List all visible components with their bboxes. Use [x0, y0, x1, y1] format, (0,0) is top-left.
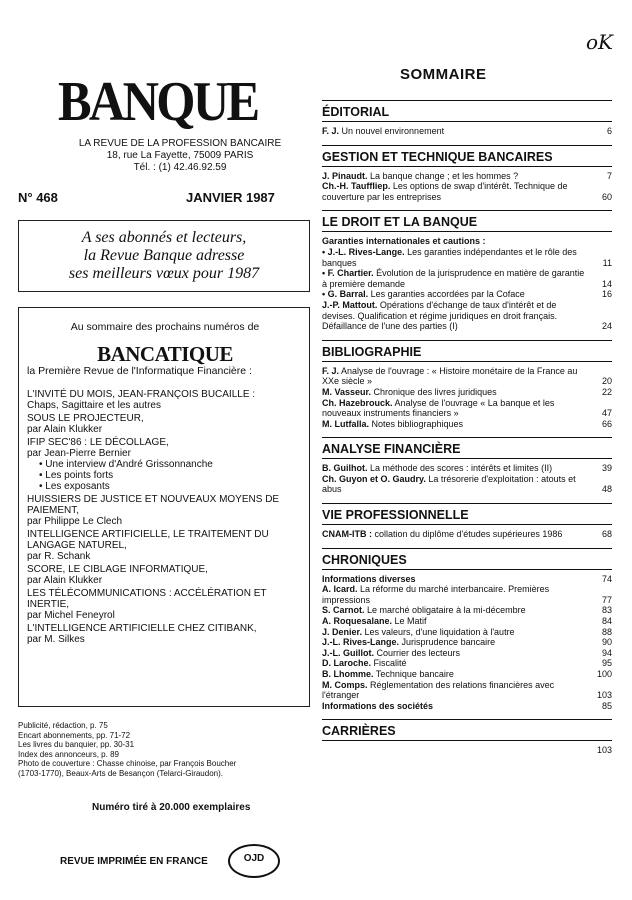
- toc-entry: [322, 387, 612, 398]
- credits: [18, 721, 318, 778]
- greeting-line: ses meilleurs vœux pour 1987: [68, 265, 260, 282]
- print-run: Numéro tiré à 20.000 exemplaires: [92, 802, 251, 813]
- section-gap: [322, 202, 612, 210]
- toc-author: S. Carnot.: [322, 605, 365, 616]
- promo-item-author: Chaps, Sagittaire et les autres: [27, 400, 161, 411]
- toc-entry: [322, 236, 612, 247]
- toc-title: Technique bancaire: [373, 669, 454, 679]
- sommaire-title: SOMMAIRE: [400, 66, 487, 83]
- promo-item-title: SOUS LE PROJECTEUR,: [27, 413, 144, 424]
- handwritten-ok: oK: [586, 30, 613, 54]
- toc-entry-text: [322, 574, 590, 585]
- promo-item-author: par Alain Klukker: [27, 424, 103, 435]
- promo-bullet: • Les points forts: [39, 470, 114, 481]
- credit-line: Les livres du banquier, pp. 30-31: [18, 740, 135, 749]
- toc-author: B. Lhomme.: [322, 669, 374, 679]
- toc-entry-text: [322, 268, 590, 289]
- toc-page-number: 103: [596, 690, 612, 701]
- toc-entry-text: [322, 669, 590, 680]
- section-heading: GESTION ET TECHNIQUE BANCAIRES: [322, 145, 612, 167]
- bancatique-logo: BANCATIQUE: [97, 342, 233, 366]
- toc-entry: [322, 616, 612, 627]
- toc-entry: [322, 419, 612, 430]
- toc-entry: [322, 474, 612, 495]
- toc-entry: [322, 126, 612, 137]
- toc-entry: [322, 669, 612, 680]
- masthead-subtitle: LA REVUE DE LA PROFESSION BANCAIRE: [78, 138, 282, 149]
- toc-entry: [322, 171, 612, 182]
- credit-line: Encart abonnements, pp. 71-72: [18, 730, 131, 740]
- masthead-title: BANQUE: [58, 71, 258, 133]
- section-gap: [322, 495, 612, 503]
- toc-author: D. Laroche.: [322, 658, 372, 669]
- toc-entry: [322, 658, 612, 669]
- section-heading: ANALYSE FINANCIÈRE: [322, 437, 612, 459]
- promo-item: [27, 437, 303, 492]
- toc-entry: [322, 701, 612, 712]
- toc-entry-text: [322, 648, 590, 659]
- toc-entry-text: [322, 637, 590, 648]
- section-heading: VIE PROFESSIONNELLE: [322, 503, 612, 525]
- toc-entry: [322, 680, 612, 701]
- section-gap: [322, 137, 612, 145]
- masthead-tagline: [60, 138, 300, 174]
- toc-author: M. Lutfalla.: [322, 418, 369, 429]
- toc-title: Les garanties indépendantes et le rôle des banques: [322, 246, 577, 268]
- toc-page-number: 85: [601, 700, 612, 711]
- promo-items: [27, 389, 303, 645]
- toc-entry-text: [322, 289, 590, 300]
- toc-author: J. Denier.: [322, 626, 363, 637]
- bancatique-promo-box: [18, 307, 310, 707]
- toc-title: La trésorerie d'exploitation : atouts et abus: [322, 473, 576, 495]
- toc-author: A. Roquesalane.: [322, 616, 393, 627]
- toc-entry: [322, 648, 612, 659]
- masthead-phone: Tél. : (1) 42.46.92.59: [133, 162, 227, 173]
- section-gap: [322, 429, 612, 437]
- section-heading: CARRIÈRES: [322, 719, 612, 741]
- toc-entry-text: [322, 126, 590, 137]
- toc-entry-text: [322, 474, 590, 495]
- section-heading: CHRONIQUES: [322, 548, 612, 570]
- section-heading: BIBLIOGRAPHIE: [322, 340, 612, 362]
- toc-title: Jurisprudence bancaire: [399, 637, 496, 648]
- toc-entry-text: [322, 387, 590, 398]
- section-gap: [322, 711, 612, 719]
- promo-item: [27, 494, 303, 527]
- toc-entry: [322, 574, 612, 585]
- toc-title: Un nouvel environnement: [339, 126, 445, 136]
- promo-item-title: IFIP SEC'86 : LE DÉCOLLAGE,: [27, 437, 169, 448]
- toc-page-number: 84: [601, 616, 612, 627]
- issue-date: JANVIER 1987: [186, 190, 275, 205]
- credit-line: Publicité, rédaction, p. 75: [18, 721, 108, 730]
- toc-page-number: 48: [601, 484, 612, 495]
- toc-page-number: 11: [602, 257, 612, 268]
- toc-page-number: 94: [601, 647, 612, 658]
- toc-title: Analyse de l'ouvrage : « Histoire monétaire de la France au XXe siècle »: [322, 365, 578, 387]
- masthead-address: 18, rue La Fayette, 75009 PARIS: [106, 150, 254, 161]
- toc-page-number: 100: [596, 669, 612, 679]
- toc-entry-text: [322, 658, 590, 669]
- promo-item: [27, 588, 303, 621]
- promo-bullet: • Une interview d'André Grissonnanche: [39, 459, 213, 470]
- toc-page-number: 20: [601, 376, 612, 387]
- toc-page-number: 90: [601, 637, 612, 648]
- issue-number: N° 468: [18, 190, 58, 205]
- toc-page-number: 16: [601, 289, 612, 300]
- greeting-line: la Revue Banque adresse: [83, 247, 245, 264]
- toc-page-number: 88: [601, 626, 612, 637]
- toc-page-number: 83: [601, 605, 612, 616]
- toc-page-number: 7: [606, 170, 612, 181]
- toc-author: Ch.-H. Tauffliep.: [322, 181, 391, 192]
- section-gap: [322, 332, 612, 340]
- toc-entry: [322, 605, 612, 616]
- promo-subtitle: la Première Revue de l'Informatique Financière :: [27, 365, 252, 377]
- promo-item-title: L'INTELLIGENCE ARTIFICIELLE CHEZ CITIBANK,: [27, 623, 257, 634]
- toc-title: La banque change ; et les hommes ?: [367, 170, 519, 181]
- greeting-box: [18, 220, 310, 292]
- toc-entry: [322, 289, 612, 300]
- promo-item-author: par Philippe Le Clech: [27, 516, 123, 527]
- toc-author: • F. Chartier.: [322, 268, 374, 279]
- toc-page-number: 77: [601, 594, 612, 605]
- toc-author: Informations diverses: [322, 573, 416, 584]
- promo-item-title: SCORE, LE CIBLAGE INFORMATIQUE,: [27, 564, 208, 575]
- section-gap: [322, 540, 612, 548]
- toc-page-number: 6: [606, 126, 612, 136]
- promo-bullet: • Les exposants: [39, 481, 110, 492]
- toc-page-number: 66: [601, 418, 612, 429]
- toc-entry-text: [322, 463, 590, 474]
- toc-entry-text: [322, 247, 590, 268]
- toc-entry-text: [322, 701, 590, 712]
- promo-item: [27, 623, 303, 645]
- toc-title: Analyse de l'ouvrage « La banque et les nouveaux instruments financiers »: [322, 397, 555, 419]
- toc-entry: [322, 398, 612, 419]
- toc-page-number: 22: [601, 386, 612, 397]
- toc-title: Le marché obligataire à la mi-décembre: [364, 605, 526, 616]
- toc-page-number: 68: [601, 529, 612, 540]
- toc-page-number: 24: [601, 321, 612, 332]
- toc-author: Informations des sociétés: [322, 700, 434, 711]
- toc-author: M. Comps.: [322, 679, 368, 690]
- credit-line: Index des annonceurs, p. 89: [18, 749, 119, 759]
- toc-title: Courrier des lecteurs: [374, 647, 461, 658]
- toc-title: Fiscalité: [371, 658, 407, 669]
- toc-author: J.-L. Guillot.: [322, 647, 374, 658]
- toc-entry: [322, 268, 612, 289]
- toc-entry: [322, 584, 612, 605]
- toc-author: Ch. Guyon et O. Gaudry.: [322, 473, 426, 484]
- toc-author: Ch. Hazebrouck.: [322, 397, 393, 408]
- toc-page-number: 74: [601, 573, 612, 584]
- toc-entry: [322, 637, 612, 648]
- toc-page-number: 14: [601, 278, 612, 289]
- toc-title: Réglementation des relations financières avec l'étranger: [322, 679, 555, 701]
- toc-entry: [322, 366, 612, 387]
- toc-author: A. Icard.: [322, 584, 358, 595]
- promo-item-author: par Jean-Pierre Bernier: [27, 448, 131, 459]
- credit-line: Photo de couverture : Chasse chinoise, par François Boucher: [18, 759, 237, 768]
- toc-title: Opérations d'échange de taux d'intérêt et de devises. Qualification et régime juridiques en droit français. Défaillance de l'une des parties (I): [322, 299, 558, 332]
- credit-line: (1703-1770), Beaux-Arts de Besançon (Telarci-Giraudon).: [18, 768, 223, 778]
- toc-entry-text: [322, 680, 590, 701]
- promo-item-title: L'INVITÉ DU MOIS, JEAN-FRANÇOIS BUCAILLE :: [27, 389, 256, 400]
- toc-page-number: 103: [596, 745, 612, 756]
- toc-author: • J.-L. Rives-Lange.: [322, 246, 405, 257]
- toc-title: Les options de swap d'intérêt. Technique de couverture par les entreprises: [322, 181, 568, 202]
- toc-author: CNAM-ITB :: [322, 529, 372, 540]
- promo-item-title: LES TÉLÉCOMMUNICATIONS : ACCÉLÉRATION ET INERTIE,: [27, 588, 267, 610]
- toc-page-number: 39: [601, 463, 612, 474]
- toc-entry: [322, 300, 612, 332]
- toc-title: collation du diplôme d'études supérieures 1986: [372, 529, 563, 540]
- toc-entry: [322, 463, 612, 474]
- toc-entry-text: [322, 236, 590, 247]
- toc-author: F. J.: [322, 365, 340, 376]
- promo-item: [27, 413, 303, 435]
- promo-item: [27, 389, 303, 411]
- toc-author: M. Vasseur.: [322, 386, 372, 397]
- section-heading: LE DROIT ET LA BANQUE: [322, 210, 612, 232]
- toc-entry-text: [322, 171, 590, 182]
- toc-author: J. Pinaudt.: [322, 170, 368, 181]
- promo-item-author: par R. Schank: [27, 551, 91, 562]
- toc-title: Évolution de la jurisprudence en matière de garantie à première demande: [322, 268, 585, 289]
- section-gap: [322, 756, 612, 764]
- promo-item: [27, 529, 303, 562]
- toc-entry-text: [322, 398, 590, 419]
- toc-author: B. Guilhot.: [322, 463, 368, 474]
- toc-page-number: 47: [601, 408, 612, 419]
- section-heading: ÉDITORIAL: [322, 100, 612, 122]
- toc-title: Chronique des livres juridiques: [371, 386, 497, 397]
- toc-entry-text: [322, 419, 590, 430]
- printed-in-france: REVUE IMPRIMÉE EN FRANCE: [60, 856, 208, 867]
- promo-item-author: par Michel Feneyrol: [27, 610, 115, 621]
- promo-item: [27, 564, 303, 586]
- toc-page-number: 95: [601, 658, 612, 669]
- toc-author: J.-P. Mattout.: [322, 299, 378, 310]
- toc-title: La réforme du marché interbancaire. Premières impressions: [322, 584, 550, 605]
- toc-entry-text: [322, 605, 590, 616]
- toc-title: Notes bibliographiques: [369, 418, 464, 429]
- promo-intro: Au sommaire des prochains numéros de: [70, 321, 260, 333]
- ojd-seal: OJD: [228, 844, 280, 878]
- promo-item-author: par M. Silkes: [27, 634, 85, 645]
- toc-page-number: 60: [601, 191, 612, 202]
- promo-item-title: INTELLIGENCE ARTIFICIELLE, LE TRAITEMENT DU LANGAGE NATUREL,: [27, 529, 269, 551]
- promo-item-title: HUISSIERS DE JUSTICE ET NOUVEAUX MOYENS DE PAIEMENT,: [27, 494, 280, 516]
- greeting-line: A ses abonnés et lecteurs,: [81, 229, 247, 246]
- table-of-contents: [322, 100, 612, 764]
- toc-title: Les valeurs, d'une liquidation à l'autre: [362, 626, 515, 637]
- toc-entry-text: [322, 300, 590, 332]
- toc-entry: [322, 247, 612, 268]
- toc-entry-text: [322, 627, 590, 638]
- toc-entry: [322, 745, 612, 756]
- promo-item-author: par Alain Klukker: [27, 575, 103, 586]
- toc-entry-text: [322, 584, 590, 605]
- toc-entry: [322, 627, 612, 638]
- toc-author: F. J.: [322, 126, 340, 136]
- toc-entry: [322, 529, 612, 540]
- toc-entry-text: [322, 366, 590, 387]
- toc-title: Les garanties accordées par la Coface: [368, 289, 525, 300]
- toc-author: • G. Barral.: [322, 289, 369, 300]
- toc-author: J.-L. Rives-Lange.: [322, 637, 400, 648]
- toc-entry-text: [322, 616, 590, 627]
- toc-entry-text: [322, 529, 590, 540]
- toc-title: Le Matif: [392, 616, 427, 627]
- toc-author: Garanties internationales et cautions :: [322, 236, 486, 247]
- toc-entry: [322, 181, 612, 202]
- toc-entry-text: [322, 181, 590, 202]
- toc-entry-text: [322, 745, 590, 756]
- toc-title: La méthode des scores : intérêts et limites (II): [367, 463, 553, 474]
